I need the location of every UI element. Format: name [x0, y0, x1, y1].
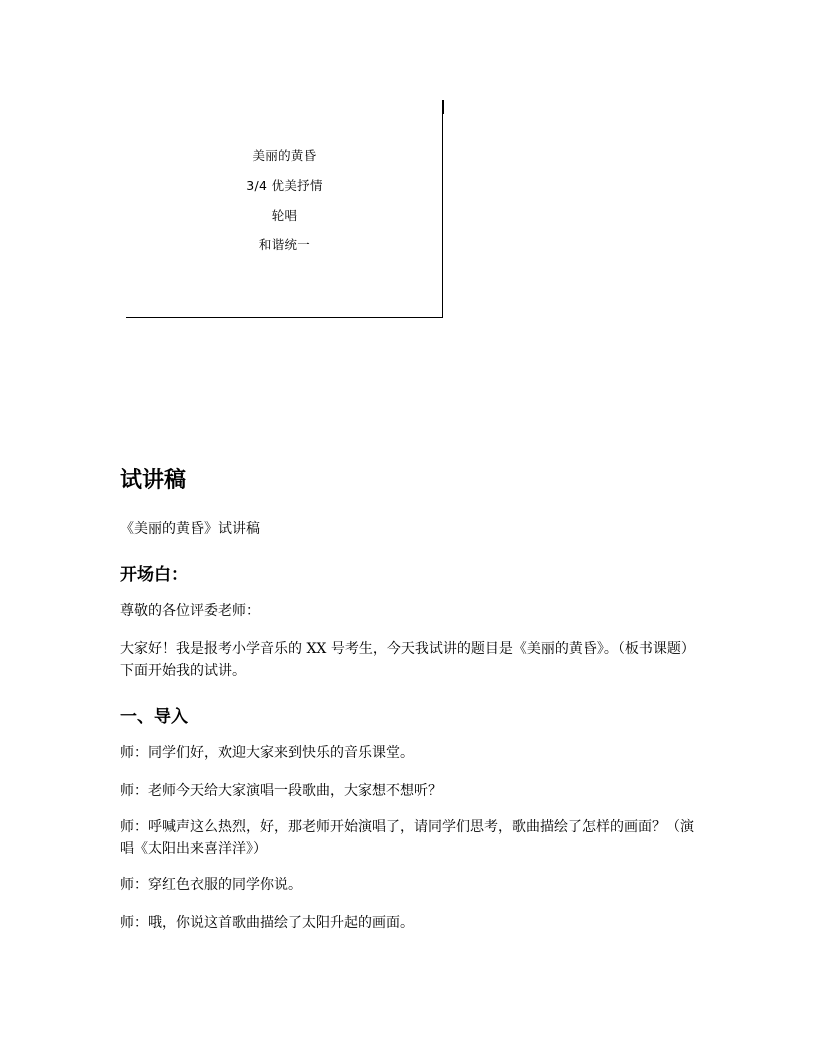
- dialogue-line: 师：哦，你说这首歌曲描绘了太阳升起的画面。: [120, 915, 414, 931]
- dialogue-line: 师：穿红色衣服的同学你说。: [120, 877, 302, 893]
- document-title: 试讲稿: [120, 468, 187, 493]
- document-subtitle: 《美丽的黄昏》试讲稿: [120, 521, 260, 537]
- dialogue-line: 师：呼喊声这么热烈，好，那老师开始演唱了，请同学们思考，歌曲描绘了怎样的画面？（演唱《太阳出来喜洋洋》）: [120, 819, 694, 857]
- board-harmony: 和谐统一: [258, 237, 311, 252]
- board-song-title: 美丽的黄昏: [252, 148, 317, 163]
- blackboard-design-box: [126, 100, 443, 318]
- section-heading-introduction: 一、导入: [120, 707, 188, 727]
- board-singing-form: 轮唱: [271, 208, 298, 223]
- dialogue-line: 师：同学们好，欢迎大家来到快乐的音乐课堂。: [120, 745, 414, 761]
- dialogue-line: 师：老师今天给大家演唱一段歌曲，大家想不想听？: [120, 783, 442, 799]
- intro-paragraph: 大家好！我是报考小学音乐的 XX 号考生，今天我试讲的题目是《美丽的黄昏》。（板书课题）下面开始我的试讲。: [120, 641, 695, 679]
- section-heading-opening: 开场白：: [120, 565, 188, 585]
- board-meter-mood: 3/4 优美抒情: [246, 178, 323, 193]
- greeting-paragraph: 尊敬的各位评委老师：: [120, 603, 260, 619]
- box-bottom-border: [126, 317, 443, 318]
